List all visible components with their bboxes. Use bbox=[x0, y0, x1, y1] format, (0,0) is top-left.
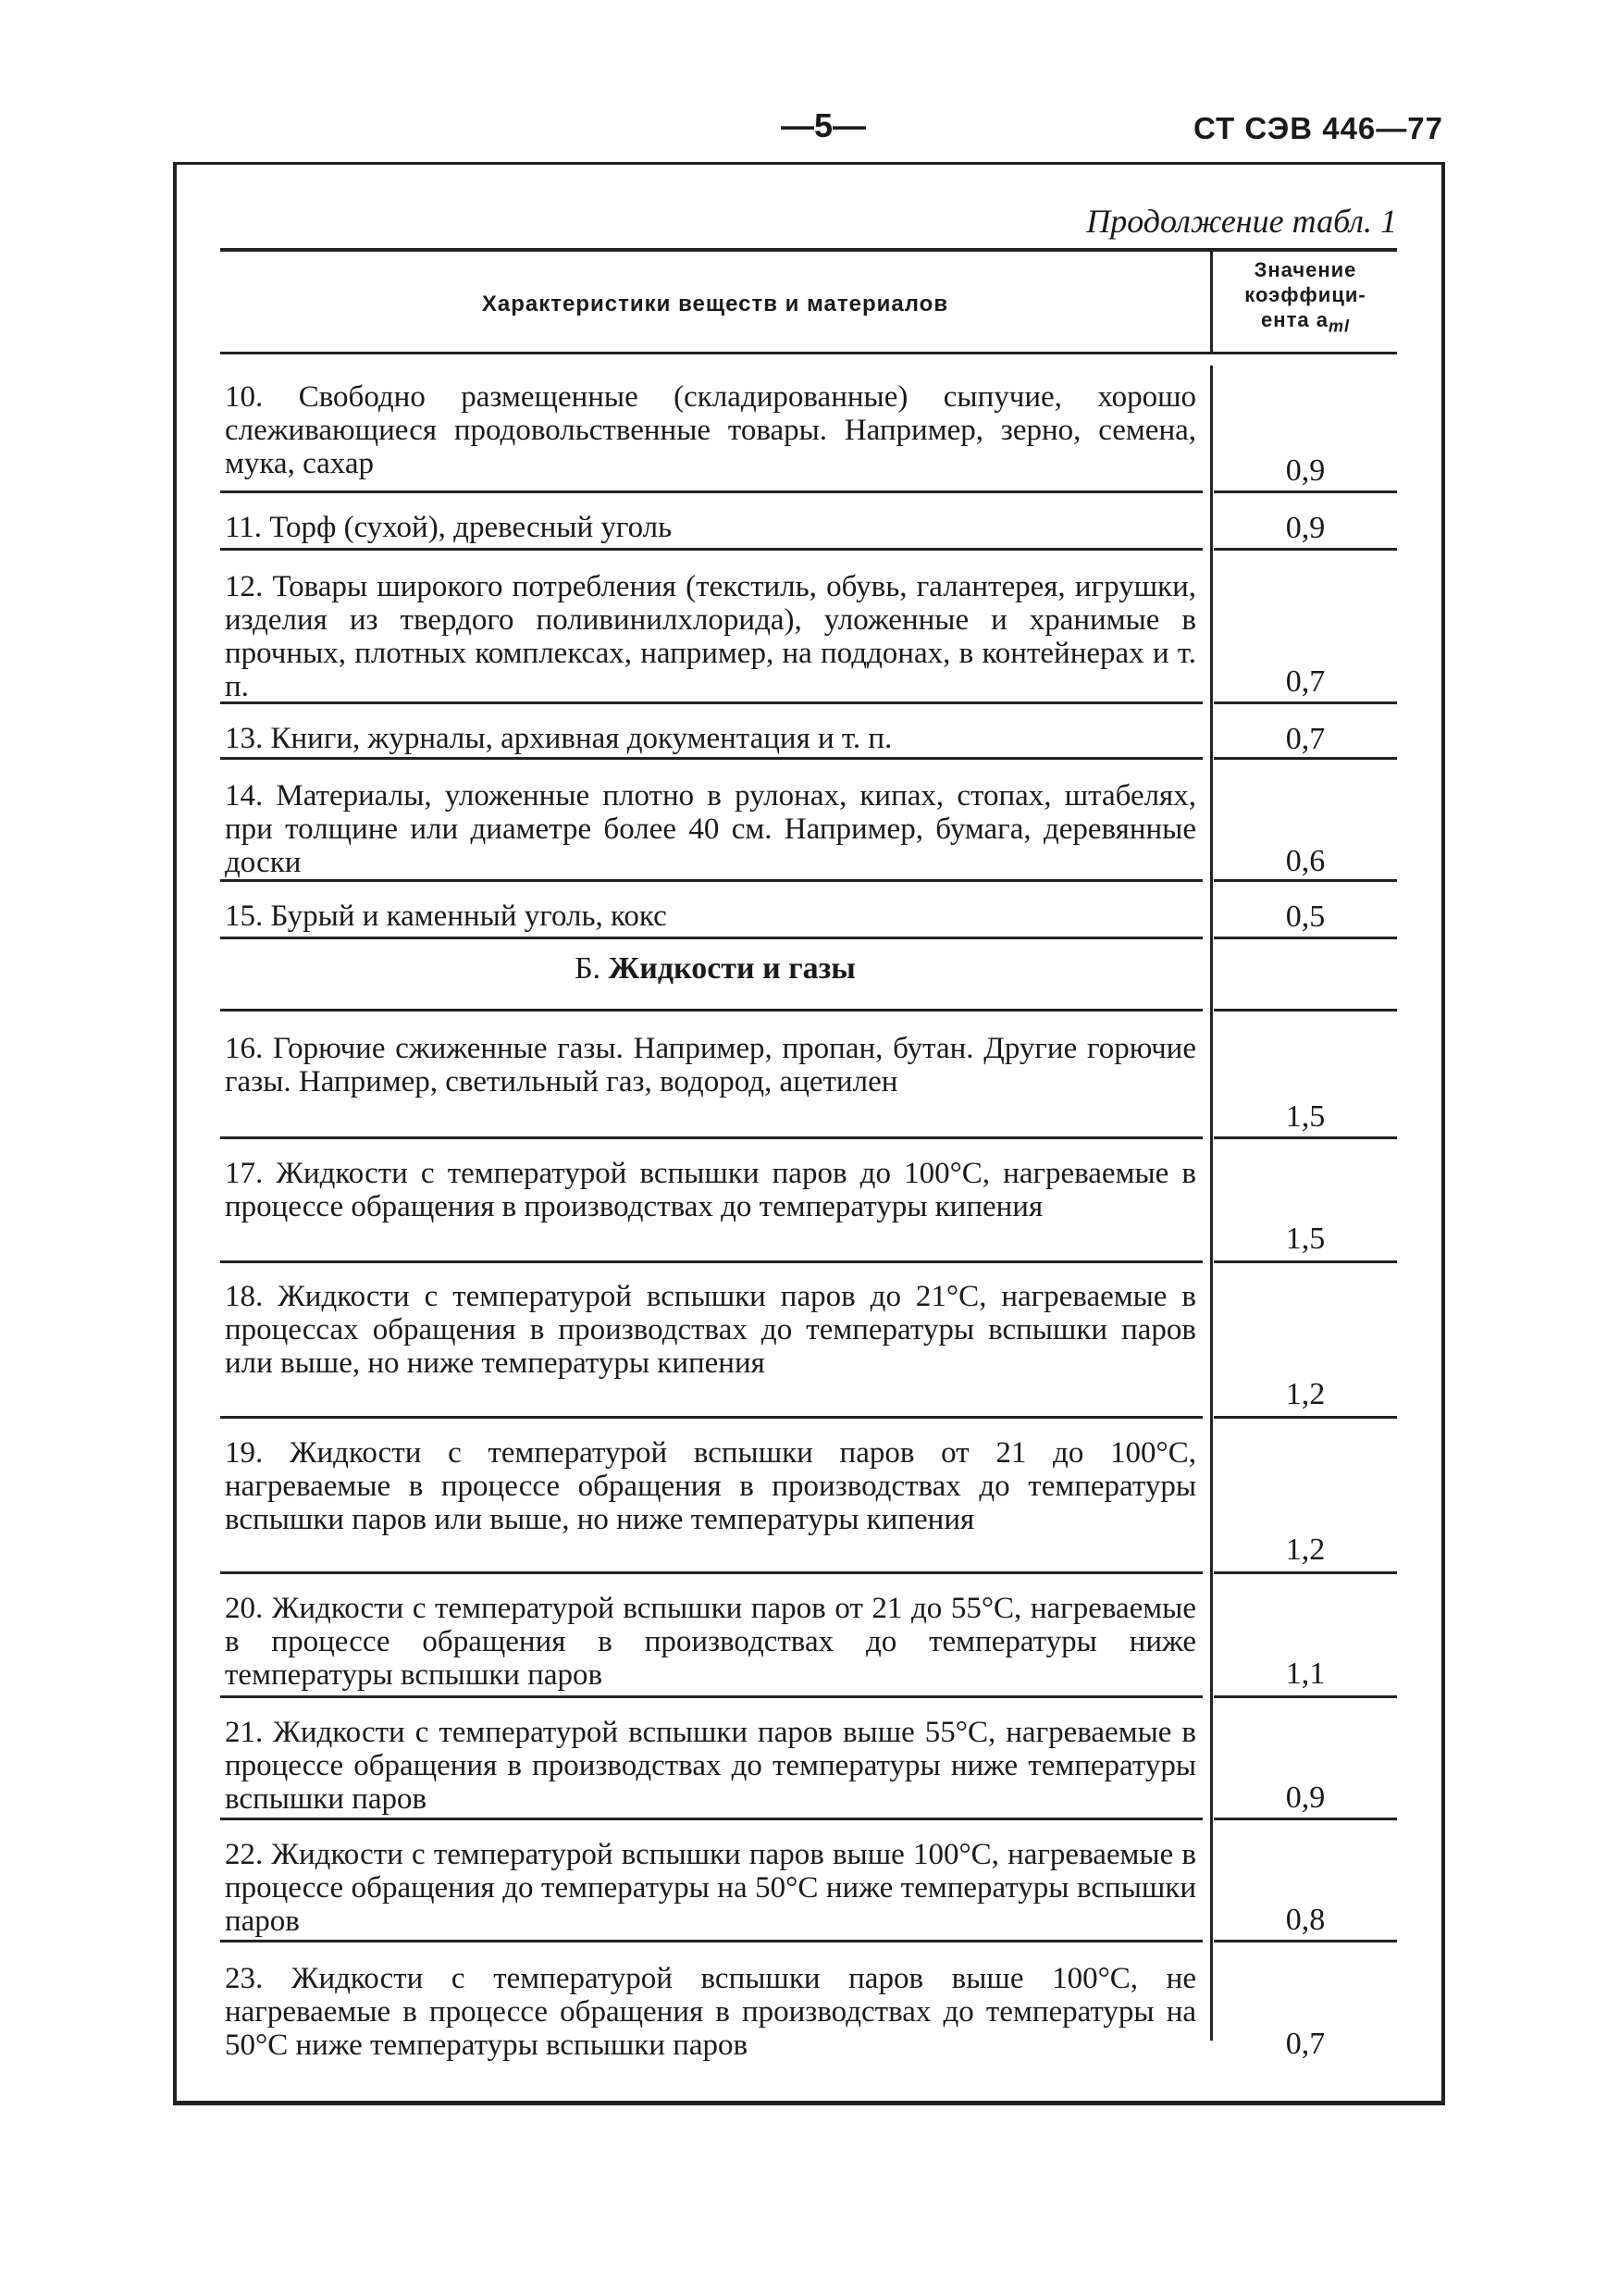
row-15-text: 15. Бурый и каменный уголь, кокс bbox=[225, 900, 667, 933]
row-10-value: 0,9 bbox=[1285, 453, 1326, 488]
row-12-value: 0,7 bbox=[1285, 664, 1326, 699]
row-rule bbox=[220, 1009, 1203, 1011]
row-rule bbox=[1214, 490, 1397, 493]
section-b-letter: Б. bbox=[575, 951, 601, 986]
row-rule bbox=[1214, 1009, 1397, 1011]
row-19-value: 1,2 bbox=[1285, 1533, 1326, 1567]
row-13-text: 13. Книги, журналы, архивная документация и т. п. bbox=[225, 722, 893, 755]
row-14-value: 0,6 bbox=[1285, 844, 1326, 878]
row-rule bbox=[1214, 757, 1397, 760]
header-rule-top bbox=[220, 248, 1397, 252]
row-rule bbox=[1214, 1818, 1397, 1820]
row-rule bbox=[1214, 1695, 1397, 1698]
row-rule bbox=[1214, 879, 1397, 882]
row-18-value: 1,2 bbox=[1285, 1377, 1326, 1411]
row-rule bbox=[220, 1940, 1203, 1942]
row-rule bbox=[1214, 701, 1397, 704]
row-21-text: 21. Жидкости с температурой вспышки паров выше 55°С, нагреваемые в процессе обращения в производствах до температуры ниже температуры вспышки паров bbox=[225, 1716, 1196, 1816]
column-header-coefficient bbox=[1214, 257, 1397, 339]
row-22-value: 0,8 bbox=[1285, 1903, 1326, 1937]
row-21-value: 0,9 bbox=[1285, 1781, 1326, 1815]
header-rule-bottom bbox=[220, 352, 1397, 354]
row-19-text: 19. Жидкости с температурой вспышки паров от 21 до 100°С, нагреваемые в процессе обращения в производствах до температуры вспышки паров или выше, но ниже температуры кипения bbox=[225, 1436, 1196, 1536]
row-rule bbox=[220, 1136, 1203, 1139]
row-17-text: 17. Жидкости с температурой вспышки паров до 100°С, нагреваемые в процессе обращения в производствах до температуры кипения bbox=[225, 1157, 1196, 1223]
row-20-text: 20. Жидкости с температурой вспышки паров от 21 до 55°С, нагреваемые в процессе обращения в производствах до температуры ниже температуры вспышки паров bbox=[225, 1592, 1196, 1692]
row-17-value: 1,5 bbox=[1285, 1222, 1326, 1256]
body-column-divider bbox=[1210, 366, 1213, 2041]
row-rule bbox=[220, 1818, 1203, 1820]
row-16-text: 16. Горючие сжиженные газы. Например, пропан, бутан. Другие горючие газы. Например, светильный газ, водород, ацетилен bbox=[225, 1032, 1196, 1098]
row-23-text: 23. Жидкости с температурой вспышки паров выше 100°С, не нагреваемые в процессе обращения в производствах до температуры на 50°С ниже температуры вспышки паров bbox=[225, 1962, 1196, 2062]
row-rule bbox=[220, 757, 1203, 760]
row-11-value: 0,9 bbox=[1285, 511, 1326, 545]
row-18-text: 18. Жидкости с температурой вспышки паров до 21°С, нагреваемые в процессах обращения в производствах до температуры вспышки паров или выше, но ниже температуры кипения bbox=[225, 1280, 1196, 1380]
column-header-characteristics: Характеристики веществ и материалов bbox=[481, 292, 949, 316]
row-11-text: 11. Торф (сухой), древесный уголь bbox=[225, 511, 673, 544]
section-b-title: Жидкости и газы bbox=[608, 951, 856, 986]
document-code: СТ СЭВ 446—77 bbox=[1193, 111, 1443, 145]
row-rule bbox=[220, 548, 1203, 551]
row-rule bbox=[1214, 937, 1397, 939]
coefficient-subscript: ml bbox=[1328, 316, 1350, 336]
row-rule bbox=[220, 1695, 1203, 1698]
row-rule bbox=[220, 879, 1203, 882]
table-continuation-label: Продолжение табл. 1 bbox=[1086, 203, 1397, 240]
row-rule bbox=[220, 1416, 1203, 1419]
row-14-text: 14. Материалы, уложенные плотно в рулонах, кипах, стопах, штабелях, при толщине или диаметре более 40 см. Например, бумага, деревянные доски bbox=[225, 779, 1196, 879]
row-16-value: 1,5 bbox=[1285, 1099, 1326, 1134]
row-10-text: 10. Свободно размещенные (складированные) сыпучие, хорошо слеживающиеся продовольственные товары. Например, зерно, семена, мука, сахар bbox=[225, 380, 1196, 480]
row-rule bbox=[220, 490, 1203, 493]
section-b-heading bbox=[220, 951, 1210, 987]
row-rule bbox=[220, 937, 1203, 939]
row-rule bbox=[1214, 1940, 1397, 1942]
row-rule bbox=[1214, 1260, 1397, 1263]
row-rule bbox=[220, 1571, 1203, 1574]
header-column-divider bbox=[1210, 252, 1213, 352]
row-13-value: 0,7 bbox=[1285, 722, 1326, 756]
row-20-value: 1,1 bbox=[1285, 1657, 1326, 1691]
row-rule bbox=[220, 1260, 1203, 1263]
row-rule bbox=[1214, 1571, 1397, 1574]
coefficient-header-line2: коэффици- bbox=[1244, 283, 1366, 306]
row-rule bbox=[220, 701, 1203, 704]
row-23-value: 0,7 bbox=[1285, 2027, 1326, 2061]
row-15-value: 0,5 bbox=[1285, 900, 1326, 934]
row-rule bbox=[1214, 1136, 1397, 1139]
row-rule bbox=[1214, 1416, 1397, 1419]
coefficient-header-line1: Значение bbox=[1254, 258, 1357, 281]
row-rule bbox=[1214, 548, 1397, 551]
row-12-text: 12. Товары широкого потребления (текстиль, обувь, галантерея, игрушки, изделия из твердого поливинилхлорида), уложенные и хранимые в прочных, плотных комплексах, например, на поддонах, в контейнерах и т. п. bbox=[225, 570, 1196, 703]
row-22-text: 22. Жидкости с температурой вспышки паров выше 100°С, нагреваемые в процессе обращения до температуры на 50°С ниже температуры вспышки паров bbox=[225, 1838, 1196, 1938]
page-number: —5— bbox=[780, 106, 867, 144]
coefficient-header-line3: ента $a_{ml}$ bbox=[1261, 308, 1350, 336]
